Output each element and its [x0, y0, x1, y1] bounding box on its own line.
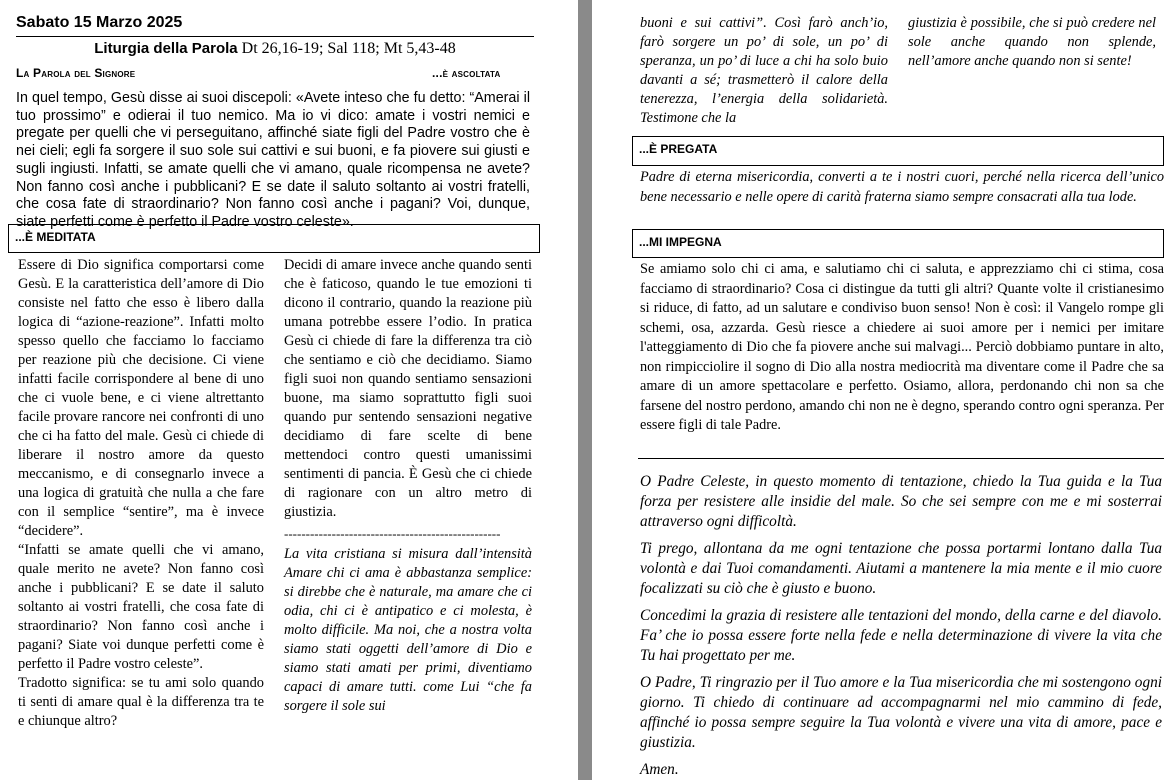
- left-page: [0, 0, 578, 780]
- section-heading-meditata: ...È MEDITATA: [8, 224, 540, 253]
- meditation-italic-paragraph: La vita cristiana si misura dall’intensità Amare chi ci ama è abbastanza semplice: si direbbe che è naturale, ma amare che ci odia, chi ci è antipatico e ci molesta, è molto difficile. Ma noi, che a nostra volta siamo stati oggetti dell’amore di Dio e siamo stati amati per primi, diventiamo capaci di amare tutti. come Lui “che fa sorgere il sole sui: [284, 546, 532, 714]
- prayer-divider: [638, 458, 1164, 459]
- meditation-paragraph: Tradotto significa: se tu ami solo quando ti senti di amare qual è la differenza tra te e chiunque altro?: [18, 675, 264, 729]
- meditation-column-1: [18, 256, 264, 731]
- header-rule: [16, 36, 534, 37]
- gospel-text: In quel tempo, Gesù disse ai suoi discepoli: «Avete inteso che fu detto: “Amerai il tuo prossimo” e odierai il tuo nemico. Ma io vi dico: amate i vostri nemici e pregate per quelli che vi perseguitano, affinché siate figli del Padre vostro che è nei cieli; egli fa sorgere il suo sole sui cattivi e sui buoni, e fa piovere sui giusti e sugli ingiusti. Infatti, se amate quelli che vi amano, quale ricompensa ne avete? Non fanno così anche i pubblicani? E se date il saluto soltanto ai vostri fratelli, che cosa fate di straordinario? Non fanno così anche i pagani? Voi, dunque, siate perfetti come è perfetto il Padre vostro celeste».: [16, 90, 530, 230]
- meditation-column-3: buoni e sui cattivi”. Così farò anch’io, farò sorgere un po’ di sole, un po’ di speranza, un po’ di luce a chi ha solo buio davanti a sé; trasmetterò il calore della tenerezza, l’energia della solidarietà. Testimone che la: [640, 15, 888, 126]
- prayer-block: [640, 472, 1162, 780]
- gospel-heading: La Parola del Signore: [16, 66, 136, 80]
- prayer-paragraph: O Padre, Ti ringrazio per il Tuo amore e la Tua misericordia che mi sostengono ogni giorno. Ti chiedo di continuare ad accompagnarmi nel mio cammino di fede, affinché io possa sempre seguire la Tua volontà e vivere una vita di amore, pace e giustizia.: [640, 674, 1162, 751]
- meditation-column-2: [284, 256, 532, 716]
- prayer-amen: Amen.: [640, 761, 679, 778]
- gospel-heading-ascoltata: ...è ascoltata: [432, 66, 501, 80]
- date-heading: Sabato 15 Marzo 2025: [16, 14, 183, 31]
- prayer-paragraph: Concedimi la grazia di resistere alle tentazioni del mondo, della carne e del diavolo. Fa’ che io possa essere forte nella fede e nella determinazione di vivere la vita che Tu hai progettato per me.: [640, 607, 1162, 664]
- impegna-text: Se amiamo solo chi ci ama, e salutiamo chi ci saluta, e apprezziamo chi ci stima, cosa facciamo di straordinario? Cosa ci distingue da tutti gli altri? Quante volte il cristianesimo si riduce, di fatto, ad un salutare e condiviso buon senso! Non è così: il Vangelo rompe gli schemi, osa, azzarda. Gesù riesce a chiedere ai suoi amore per i nemici per imitare l'atteggiamento di Dio che fa piovere anche sui malvagi... Perciò dobbiamo puntare in alto, non rimpicciolire il sogno di Dio alla nostra mediocrità ma diventare come il Padre che sa amare di un amore spettacolare e perfetto. Osiamo, allora, perdonando chi non sa che farsene del nostro perdono, amando chi non ne è degno, sperando contro ogni speranza. Per essere figli di tale Padre.: [640, 261, 1164, 433]
- right-page: [592, 0, 1174, 780]
- prayer-paragraph: O Padre Celeste, in questo momento di tentazione, chiedo la Tua guida e la Tua forza per resistere alle insidie del male. So che sei sempre con me e mi sosterrai attraverso ogni difficoltà.: [640, 473, 1162, 530]
- section-heading-pregata: ...È PREGATA: [632, 136, 1164, 166]
- page-gutter: [578, 0, 592, 780]
- section-heading-impegna: ...MI IMPEGNA: [632, 229, 1164, 258]
- pregata-text: Padre di eterna misericordia, converti a te i nostri cuori, perché nella ricerca dell’unico bene necessario e nelle opere di carità fraterna siamo sempre consacrati alla tua lode.: [640, 169, 1164, 205]
- meditation-paragraph: Essere di Dio significa comportarsi come Gesù. E la caratteristica dell’amore di Dio consiste nel fatto che esso è libero dalla logica di “azione-reazione”. Infatti molto spesso quello che facciamo lo facciamo per reazione più che decisione. Ci viene infatti facile corrispondere al bene di uno che ci vuole bene, e ci viene altrettanto facile provare rancore nei confronti di uno che ci ha fatto del male. Gesù ci chiede di liberare il nostro amore da questo meccanismo, e di consegnarlo invece a una logica di gratuità che nulla a che fare con il semplice “sentire”, ma è invece “decidere”.: [18, 257, 264, 539]
- liturgy-title: [16, 40, 534, 58]
- column-separator: --------------------------------------------------: [284, 526, 501, 541]
- liturgy-readings: Dt 26,16-19; Sal 118; Mt 5,43-48: [241, 40, 456, 57]
- prayer-paragraph: Ti prego, allontana da me ogni tentazione che possa portarmi lontano dalla Tua volontà e dai Tuoi comandamenti. Aiutami a mantenere la mia mente e il mio cuore focalizzati su ciò che è giusto e buono.: [640, 540, 1162, 597]
- meditation-paragraph: Decidi di amare invece anche quando senti che è faticoso, quando le tue emozioni ti dicono il contrario, quando la reazione più umana potrebbe essere l’odio. In pratica Gesù ci chiede di fare la differenza tra ciò che sentiamo e ciò che decidiamo. Siamo figli suoi non quando sentiamo sensazioni buone, ma siamo soprattutto figli suoi quando pur sentendo sensazioni negative decidiamo di fare scelte di bene mettendoci contro questi umanissimi sentimenti di pancia. È Gesù che ci chiede di ragionare con un altro metro di giustizia.: [284, 257, 532, 520]
- liturgy-label: Liturgia della Parola: [94, 40, 238, 57]
- meditation-column-4: giustizia è possibile, che si può credere nel sole anche quando non splende, nell’amore anche quando non si sente!: [908, 15, 1156, 69]
- meditation-paragraph: “Infatti se amate quelli che vi amano, quale merito ne avete? Non fanno così anche i pubblicani? E se date il saluto soltanto ai vostri fratelli, che cosa fate di straordinario? Non fanno così anche i pagani? Siate voi dunque perfetti come è perfetto il Padre vostro celeste”.: [18, 542, 264, 672]
